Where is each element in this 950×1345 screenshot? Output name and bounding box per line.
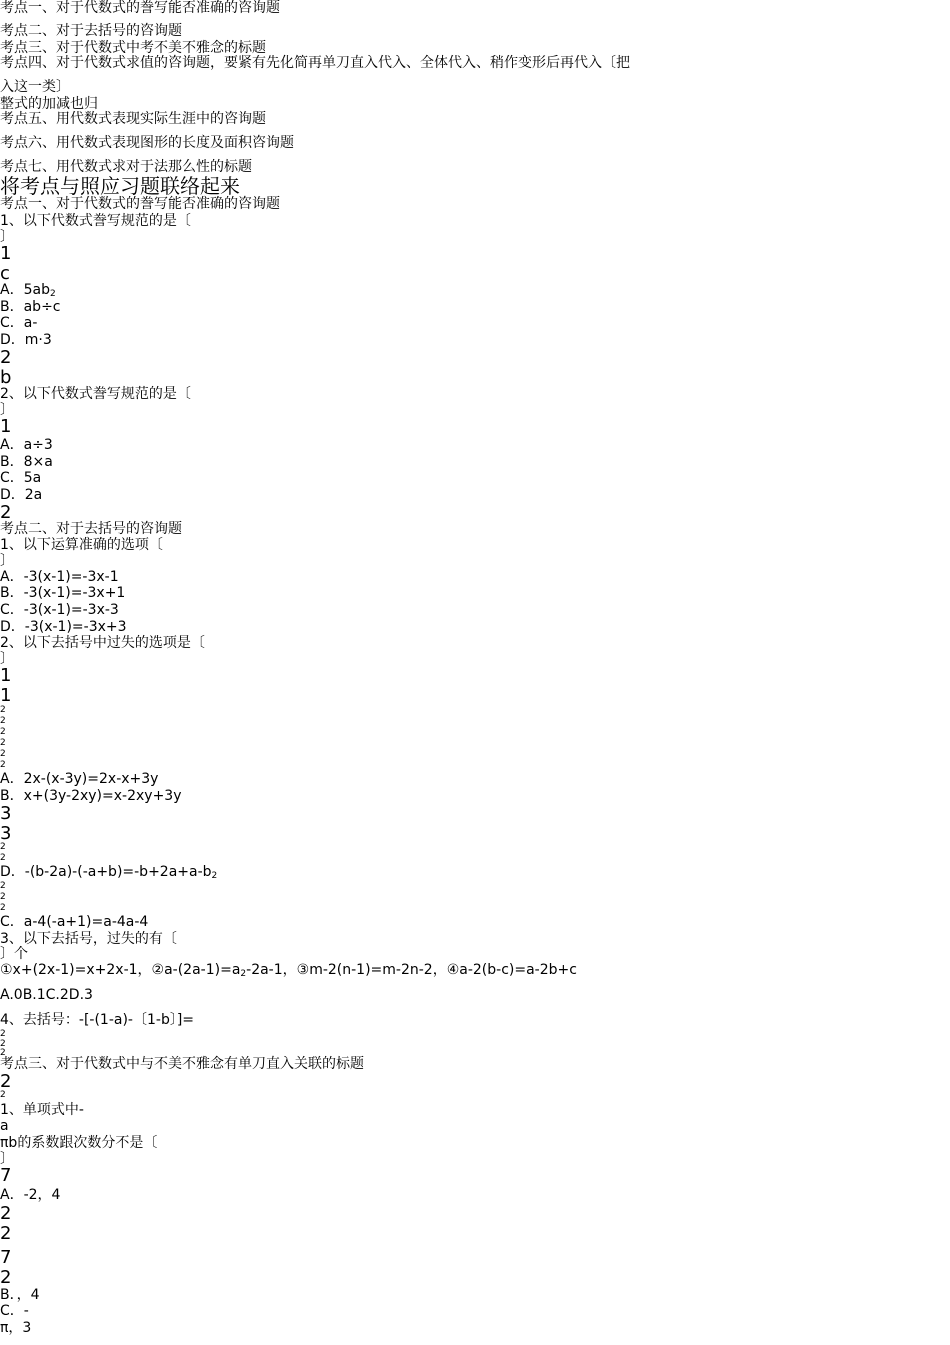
text-line [0,1287,40,1303]
text-line [0,1118,9,1134]
line-text: 1、以下运算准确的选项〔 [0,537,163,553]
text-line [0,1072,11,1092]
text-line [0,386,191,402]
text-line [0,739,6,748]
line-text: 2 [0,881,6,891]
line-text: 7 [0,1247,12,1268]
line-text: 3 [0,823,12,844]
text-line [0,1012,194,1028]
superscript-2: 2 [49,289,56,299]
line-text: 2 [0,903,6,913]
line-text: 2 [0,1223,12,1244]
line-text: B．ab÷c [0,299,61,315]
text-line [0,79,70,95]
line-text: 4、去括号：-[-(1-a)-〔1-b〕]= [0,1012,195,1028]
line-text: D．m·3 [0,332,52,348]
line-text: 2 [0,853,6,863]
line-text: ①x+(2x-1)=x+2x-1，②a-(2a-1)=a [0,962,241,978]
line-text: 考点一、对于代数式的誊写能否准确的咨询题 [0,196,280,212]
line-text: 2 [0,727,6,737]
text-line [0,417,11,437]
text-line [0,299,61,315]
line-text: 考点三、对于代数式中与不美不雅念有单刀直入关联的标题 [0,1056,364,1072]
line-text: D．-3(x-1)=-3x+3 [0,619,127,635]
superscript-2: 2 [240,969,247,979]
line-text: 〕 [0,229,14,245]
text-line [0,111,266,127]
line-text: 2 [0,502,12,523]
line-text: 2 [0,892,6,902]
text-line [0,946,28,962]
line-text: 2 [0,1203,12,1224]
text-line [0,503,11,523]
text-line [0,244,11,264]
text-line [0,882,6,891]
line-text: 1 [0,685,12,706]
line-text: D．2a [0,487,43,503]
text-line [0,553,14,569]
text-line [0,1091,6,1100]
line-text: C．5a [0,470,42,486]
line-text: 入这一类〕 [0,79,70,95]
text-line [0,96,98,112]
text-line [0,771,158,787]
line-text: 考点二、对于去括号的咨询题 [0,521,182,537]
text-line [0,635,205,651]
text-line [0,987,93,1003]
line-text: 〕 [0,651,14,667]
line-text: C．-3(x-1)=-3x-3 [0,602,119,618]
text-line [0,931,177,947]
line-text-tail: -2a-1，③m-2(n-1)=m-2n-2，④a-2(b-c)=a-2b+c [246,962,577,978]
line-text: B．8×a [0,454,53,470]
line-text: 考点三、对于代数式中考不美不雅念的标题 [0,40,266,56]
text-line [0,23,182,39]
line-text: 1、以下代数式誊写规范的是〔 [0,213,191,229]
text-line [0,487,42,503]
line-text: B．，4 [0,1287,40,1303]
text-line [0,728,6,737]
text-line [0,1030,6,1039]
line-text: D．-(b-2a)-(-a+b)=-b+2a+a-b [0,864,212,880]
line-text: A．-2，4 [0,1187,61,1203]
line-text: 考点五、用代数式表现实际生涯中的咨询题 [0,111,266,127]
line-text: 2、以下去括号中过失的选项是〔 [0,635,205,651]
text-line [0,348,11,368]
text-line [0,368,11,388]
text-line [0,788,182,804]
text-line [0,1102,84,1118]
line-text: 考点四、对于代数式求值的咨询题，要紧有先化简再单刀直入代入、全体代入、稍作变形后再代入〔把 [0,55,630,71]
line-text: b [0,367,12,388]
line-text: 2 [0,1039,6,1049]
text-line [0,619,127,635]
line-text: 〕 [0,402,14,418]
line-text: 7 [0,1165,12,1186]
text-line [0,1187,60,1203]
line-text: 3、以下去括号，过失的有〔 [0,931,177,947]
line-text: 2 [0,1048,6,1058]
text-line [0,264,10,284]
line-text: A．a÷3 [0,437,53,453]
line-text: 2 [0,1090,6,1100]
line-text: 2 [0,749,6,759]
line-text: 1 [0,665,12,686]
text-line [0,804,11,824]
line-text: 2 [0,1029,6,1039]
text-line [0,1248,11,1268]
line-text: 〕 [0,553,14,569]
text-line [0,315,37,331]
line-text: c [0,263,10,284]
line-text: 2 [0,705,6,715]
text-line [0,569,119,585]
line-text: 3 [0,803,12,824]
line-text: A.0B.1C.2D.3 [0,987,93,1003]
line-text: a [0,1118,9,1134]
line-text: B．-3(x-1)=-3x+1 [0,585,126,601]
text-line [0,159,252,175]
text-line [0,854,6,863]
line-text: 整式的加减也归 [0,96,98,112]
text-line [0,521,182,537]
text-line [0,864,217,884]
line-text: 2、以下代数式誊写规范的是〔 [0,386,191,402]
text-line [0,437,53,453]
text-line [0,1166,11,1186]
line-text: A．2x-(x-3y)=2x-x+3y [0,771,159,787]
line-text: A．-3(x-1)=-3x-1 [0,569,119,585]
text-line [0,135,294,151]
superscript-2: 2 [211,871,218,881]
text-line [0,602,119,618]
text-line [0,332,52,348]
line-text: 考点一、对于代数式的誊写能否准确的咨询题 [0,0,280,16]
line-text: πb的系数跟次数分不是〔 [0,1135,158,1151]
line-text: 2 [0,1267,12,1288]
text-line [0,1224,11,1244]
line-text: 〕个 [0,946,28,962]
line-text: 考点二、对于去括号的咨询题 [0,23,182,39]
text-line [0,196,280,212]
text-line [0,0,280,16]
text-line [0,1056,364,1072]
line-text: 2 [0,738,6,748]
line-text: 2 [0,1071,12,1092]
text-line [0,1135,157,1151]
text-line [0,585,125,601]
text-line [0,537,163,553]
text-line [0,824,11,844]
text-line [0,1320,31,1336]
line-text: A．5ab [0,282,50,298]
line-text: 将考点与照应习题联络起来 [0,174,240,198]
text-line [0,470,41,486]
text-line [0,750,6,759]
line-text: C．a-4(-a+1)=a-4a-4 [0,914,149,930]
text-line [0,55,630,71]
text-line [0,686,11,706]
line-text: B．x+(3y-2xy)=x-2xy+3y [0,788,182,804]
line-text: 1 [0,416,12,437]
text-line [0,893,6,902]
line-text: 考点六、用代数式表现图形的长度及面积咨询题 [0,135,294,151]
line-text: 2 [0,842,6,852]
line-text: 1、单项式中- [0,1102,84,1118]
text-line [0,761,6,770]
text-line [0,904,6,913]
line-text: 1 [0,243,12,264]
text-line [0,1268,11,1288]
text-line [0,454,53,470]
line-text: 2 [0,347,12,368]
line-text: π，3 [0,1320,32,1336]
text-line [0,1303,29,1319]
text-line [0,40,266,56]
text-line [0,706,6,715]
line-text: 考点七、用代数式求对于法那么性的标题 [0,159,252,175]
text-line [0,175,240,197]
text-line [0,1204,11,1224]
line-text: 〕 [0,1151,14,1167]
text-line [0,914,148,930]
text-line [0,213,191,229]
text-line [0,666,11,686]
text-line [0,843,6,852]
line-text: 2 [0,716,6,726]
line-text: C．a- [0,315,38,331]
line-text: C．- [0,1303,29,1319]
line-text: 2 [0,760,6,770]
text-line [0,962,577,982]
text-line [0,717,6,726]
